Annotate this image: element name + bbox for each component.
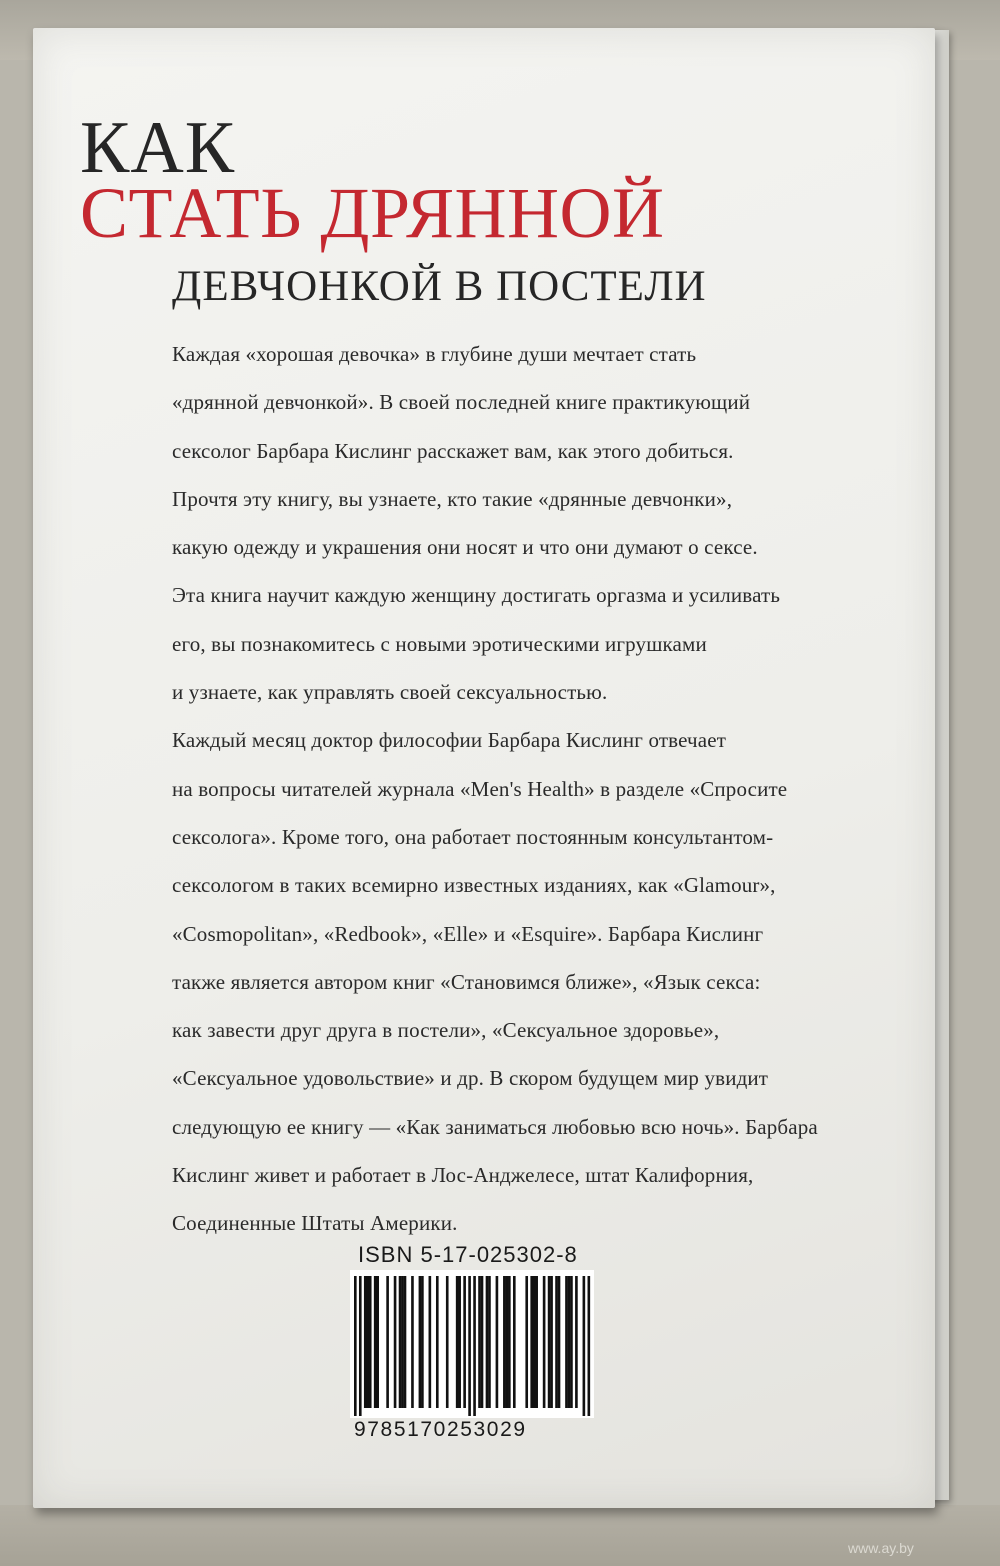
barcode-bar [458,1276,461,1408]
blurb-line: «дрянной девчонкой». В своей последней книге практикующий [172,390,751,415]
barcode-bar [533,1276,536,1408]
blurb-line: «Сексуальное удовольствие» и др. В скором будущем мир увидит [172,1066,769,1091]
barcode-bar [401,1276,404,1408]
blurb-line: Каждая «хорошая девочка» в глубине души мечтает стать [172,342,697,366]
barcode-bar [374,1276,377,1408]
blurb-line: следующую ее книгу — «Как заниматься любовью всю ночь». Барбара [172,1114,818,1139]
barcode-bar [570,1276,573,1408]
barcode-bar [543,1276,546,1408]
barcode-bar [419,1276,422,1408]
barcode-bar [376,1276,379,1408]
blurb-line: его, вы познакомитесь с новыми эротическими игрушками [172,631,707,656]
blurb-line: какую одежду и украшения они носят и что они думают о сексе. [172,535,758,560]
barcode-bar [369,1276,372,1408]
blurb-line: как завести друг друга в постели», «Сексуальное здоровье», [172,1018,720,1043]
blurb-line: и узнаете, как управлять своей сексуальностью. [172,680,608,705]
barcode-bar [473,1276,476,1416]
title-line-2: СТАТЬ ДРЯННОЙ [80,173,665,253]
blurb-line: Эта книга научит каждую женщину достигать оргазма и усиливать [172,583,781,608]
barcode-bar [366,1276,369,1408]
blurb-line: Каждый месяц доктор философии Барбара Кислинг отвечает [172,728,727,753]
blurb-line: на вопросы читателей журнала «Men's Health» в разделе «Спросите [172,776,788,801]
barcode-bar [411,1276,414,1408]
barcode-bar [508,1276,511,1408]
barcode-bar [404,1276,407,1408]
barcode-bar [506,1276,509,1408]
blurb-line: также является автором книг «Становимся ближе», «Язык секса: [172,969,761,994]
barcode-bar [354,1276,357,1416]
barcode-bar [555,1276,558,1408]
barcode-bar [394,1276,397,1408]
barcode-bar [525,1276,528,1408]
barcode-bar [488,1276,491,1408]
blurb-line: Прочтя эту книгу, вы узнаете, кто такие «дрянные девчонки», [172,486,733,511]
barcode-bar [535,1276,538,1408]
barcode-bar [429,1276,432,1408]
barcode-bars [350,1270,594,1418]
blurb-text [172,330,892,1248]
barcode-bar [558,1276,561,1408]
barcode-bar [446,1276,449,1408]
title-line-3: ДЕВЧОНКОЙ В ПОСТЕЛИ [172,263,707,310]
barcode-bar [364,1276,367,1408]
barcode-bar [463,1276,466,1408]
blurb-line: Кислинг живет и работает в Лос-Анджелесе, штат Калифорния, [172,1163,754,1188]
barcode-bar [468,1276,471,1416]
barcode-bar [550,1276,553,1408]
barcode-bar [503,1276,506,1408]
barcode-bar [359,1276,362,1416]
barcode [350,1270,594,1418]
barcode-bar [436,1276,439,1408]
blurb-line: сексолога». Кроме того, она работает постоянным консультантом- [172,824,774,849]
blurb-line: «Cosmopolitan», «Redbook», «Elle» и «Esquire». Барбара Кислинг [172,921,764,946]
barcode-bar [386,1276,389,1408]
isbn-label: ISBN 5-17-025302-8 [358,1242,578,1267]
barcode-bar [478,1276,481,1408]
barcode-bar [421,1276,424,1408]
barcode-bar [486,1276,489,1408]
watermark: www.ay.by [848,1540,914,1556]
blurb-line: Соединенные Штаты Америки. [172,1211,458,1236]
barcode-bar [583,1276,586,1416]
barcode-bar [588,1276,591,1416]
blurb-line: сексологом в таких всемирно известных изданиях, как «Glamour», [172,873,776,898]
barcode-bar [530,1276,533,1408]
barcode-bar [496,1276,499,1408]
barcode-bar [548,1276,551,1408]
barcode-digits: 9785170253029 [354,1418,527,1441]
title-line-1: КАК [80,107,236,189]
barcode-bar [568,1276,571,1408]
barcode-bar [456,1276,459,1408]
barcode-bar [481,1276,484,1408]
barcode-bar [565,1276,568,1408]
barcode-bar [399,1276,402,1408]
barcode-bar [513,1276,516,1408]
barcode-bar [575,1276,578,1408]
background-wall-bottom [0,1505,1000,1566]
blurb-line: сексолог Барбара Кислинг расскажет вам, как этого добиться. [172,438,734,463]
